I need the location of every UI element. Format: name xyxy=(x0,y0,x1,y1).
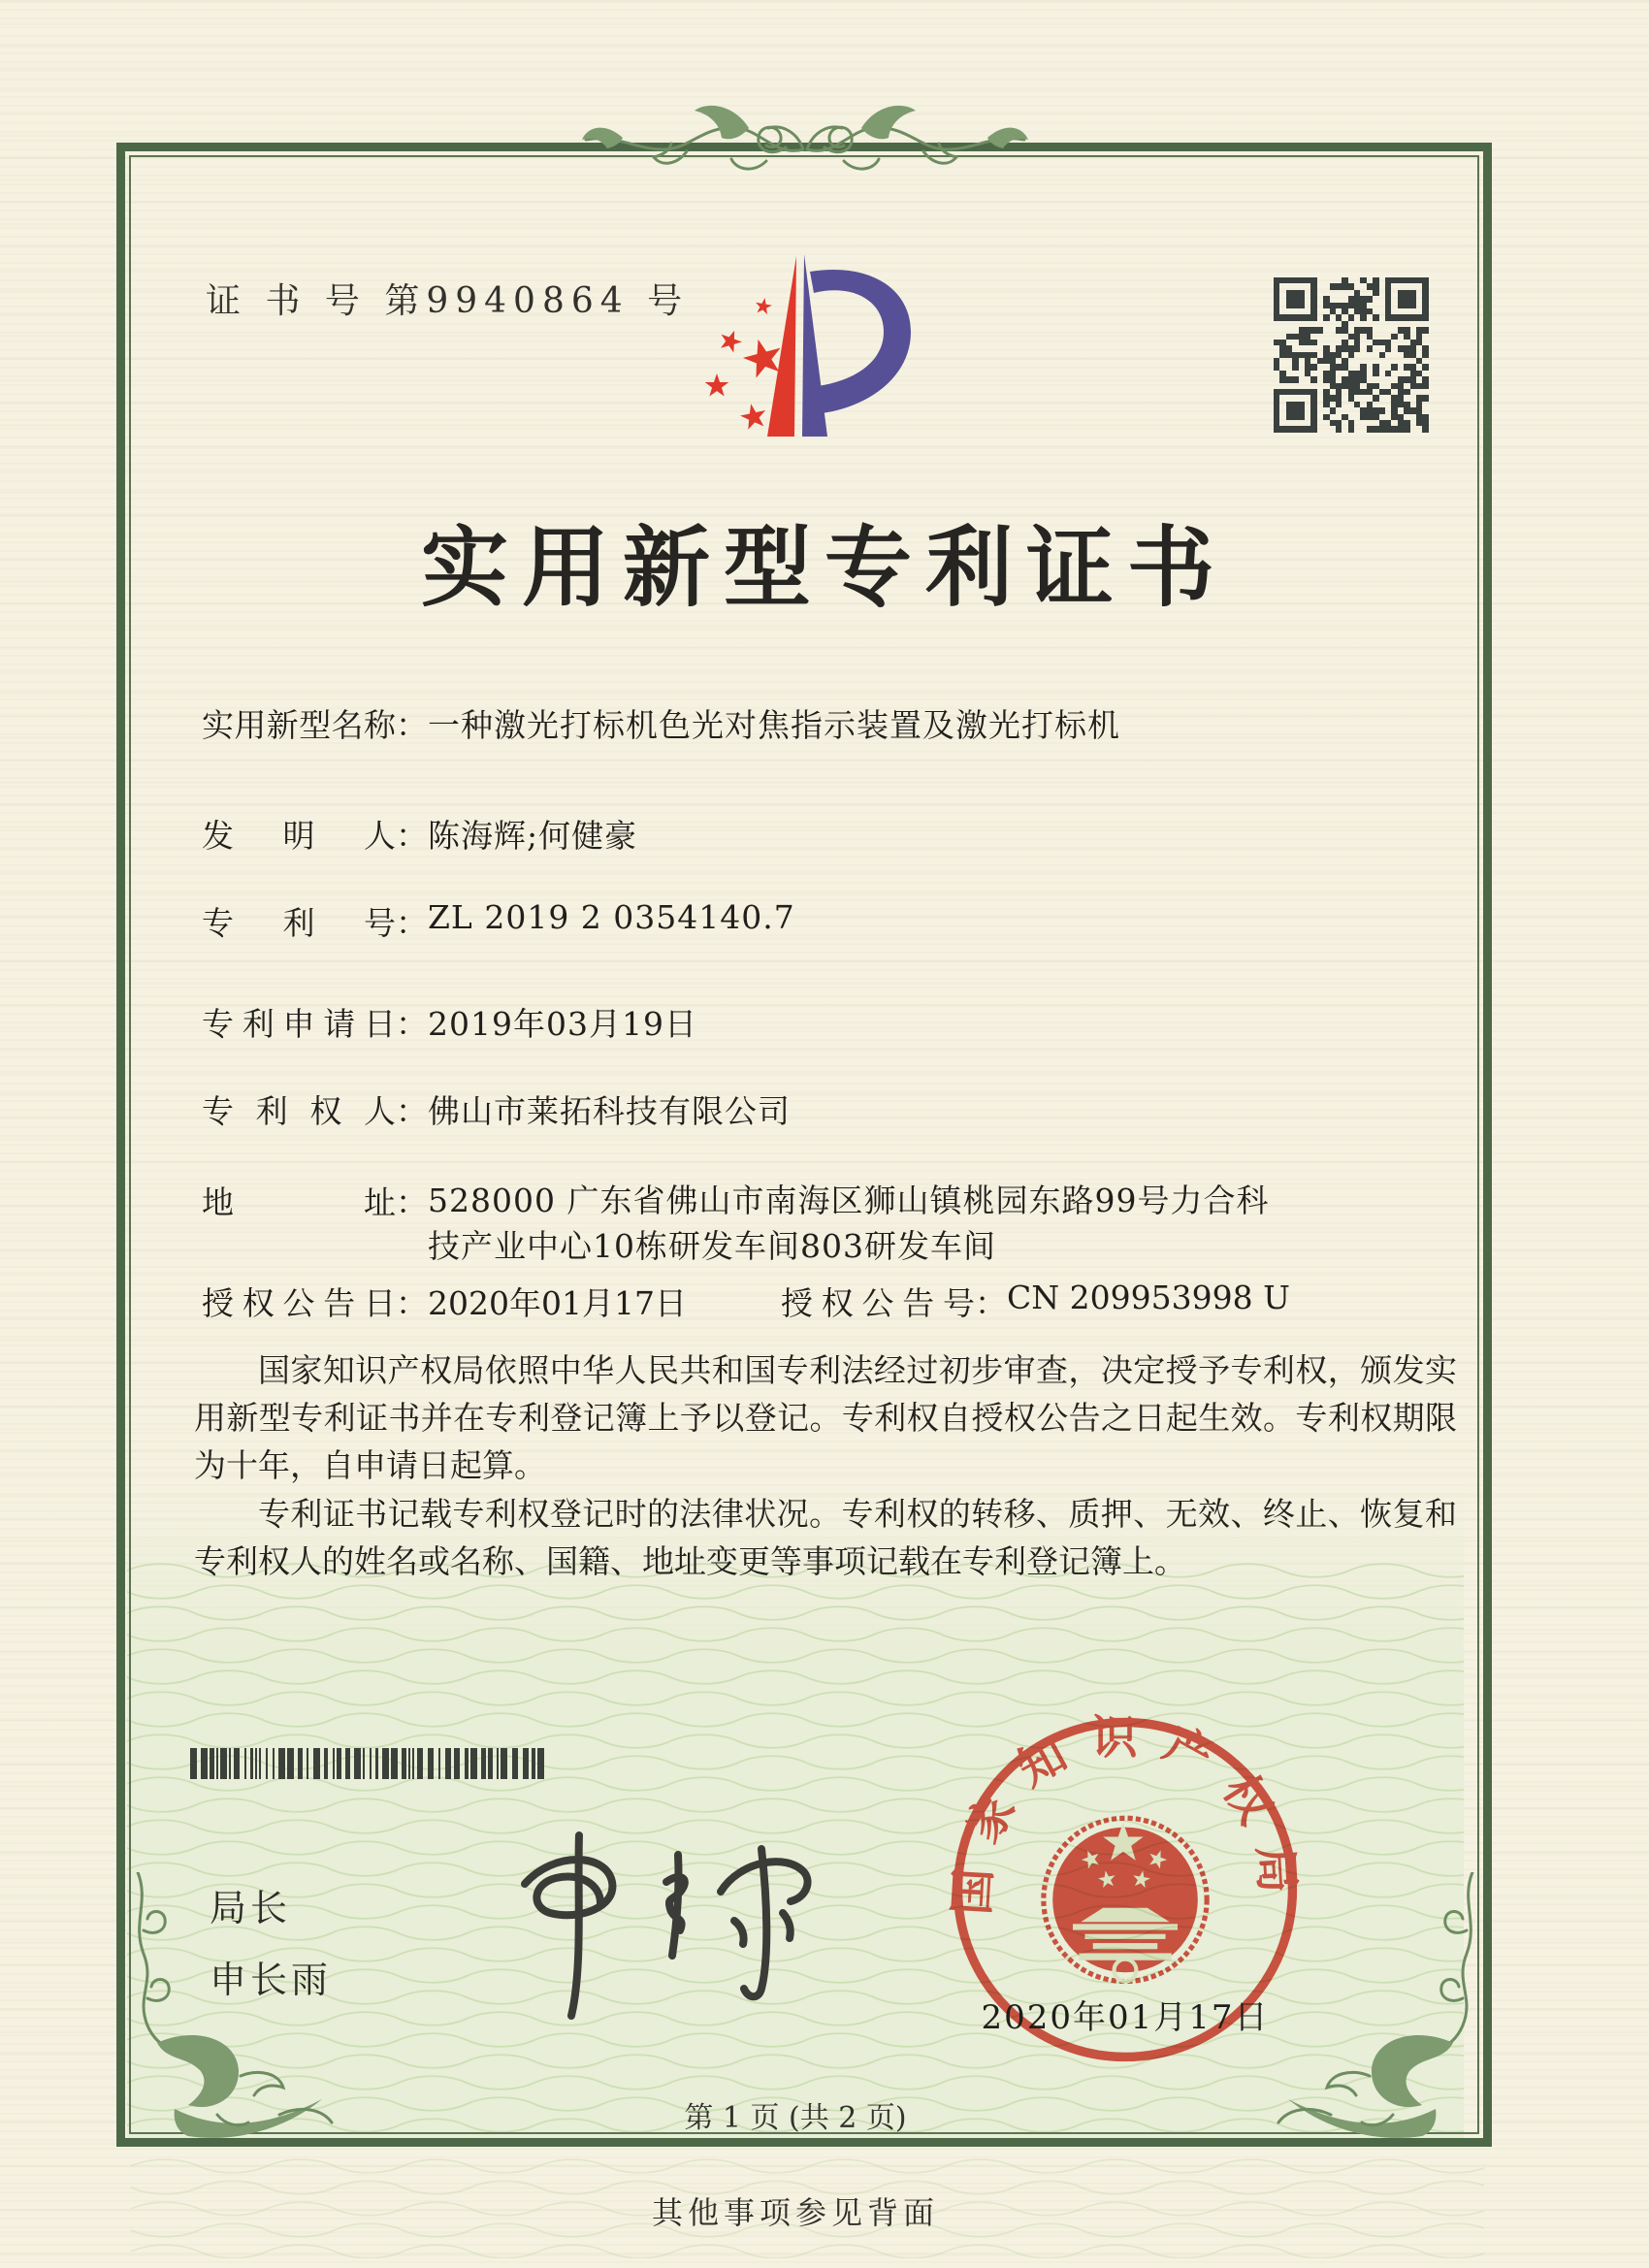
field-value: 一种激光打标机色光对焦指示装置及激光打标机 xyxy=(428,706,1120,744)
field-label: 专利权人 xyxy=(202,1092,396,1130)
field-label: 地址 xyxy=(202,1183,396,1221)
field-row-filing-date xyxy=(202,999,1463,1045)
field-label: 授权公告日 xyxy=(202,1284,396,1322)
qr-code xyxy=(1274,277,1429,433)
legal-paragraph: 专利证书记载专利权登记时的法律状况。专利权的转移、质押、无效、终止、恢复和专利权人的姓名或名称、国籍、地址变更等事项记载在专利登记簿上。 xyxy=(194,1495,1457,1580)
field-colon: ： xyxy=(975,1284,1007,1322)
field-value: 2020年01月17日 xyxy=(428,1284,687,1322)
field-colon: ： xyxy=(396,904,428,942)
director-title: 局长 xyxy=(210,1887,292,1929)
field-row-patent-number xyxy=(202,898,1463,944)
field-label: 实用新型名称 xyxy=(202,706,396,744)
grant-row xyxy=(202,1279,1463,1324)
field-colon: ： xyxy=(396,817,428,855)
field-label: 专利号 xyxy=(202,904,396,942)
back-note: 其他事项参见背面 xyxy=(651,2194,939,2231)
field-colon: ： xyxy=(396,1092,428,1130)
field-label: 授权公告号 xyxy=(781,1284,975,1322)
dragon-ornament-top xyxy=(553,89,1057,198)
seal-date: 2020年01月17日 xyxy=(981,1998,1270,2037)
field-row-address xyxy=(202,1178,1463,1269)
page-number: 第 1 页 (共 2 页) xyxy=(684,2101,907,2135)
field-value: ZL 2019 2 0354140.7 xyxy=(428,898,795,936)
field-row-patentee xyxy=(202,1086,1463,1132)
certificate-number: 证 书 号 第9940864 号 xyxy=(206,281,690,321)
field-colon: ： xyxy=(396,706,428,744)
director-signature xyxy=(441,1822,839,2030)
legal-paragraph: 国家知识产权局依照中华人民共和国专利法经过初步审查，决定授予专利权，颁发实用新型专利证书并在专利登记簿上予以登记。专利权自授权公告之日起生效。专利权期限为十年，自申请日起算。 xyxy=(194,1351,1457,1484)
certificate-title: 实用新型专利证书 xyxy=(421,516,1228,619)
field-value: 陈海辉;何健豪 xyxy=(428,817,638,855)
cnipa-logo xyxy=(674,250,926,454)
field-label: 发明人 xyxy=(202,817,396,855)
field-label: 专利申请日 xyxy=(202,1005,396,1043)
field-value: 佛山市莱拓科技有限公司 xyxy=(428,1092,791,1130)
field-row-inventor xyxy=(202,811,1463,857)
field-value: 2019年03月19日 xyxy=(428,1005,697,1043)
legal-paragraphs xyxy=(194,1346,1457,1585)
national-emblem xyxy=(1044,1818,1207,1981)
field-colon: ： xyxy=(396,1005,428,1043)
field-value: 528000 广东省佛山市南海区狮山镇桃园东路99号力合科技产业中心10栋研发车间803研发车间 xyxy=(428,1182,1270,1265)
seal-agency-text: 国家知识产权局 xyxy=(944,1710,1307,1917)
field-value: CN 209953998 U xyxy=(1007,1279,1290,1316)
field-colon: ： xyxy=(396,1284,428,1322)
field-colon: ： xyxy=(396,1183,428,1221)
logo-p-bowl xyxy=(810,270,911,413)
logo-red-wedge xyxy=(767,256,796,437)
barcode xyxy=(190,1748,547,1779)
grant-number-group xyxy=(781,1279,1290,1324)
field-row-name xyxy=(202,700,1463,746)
director-name: 申长雨 xyxy=(210,1959,333,2001)
